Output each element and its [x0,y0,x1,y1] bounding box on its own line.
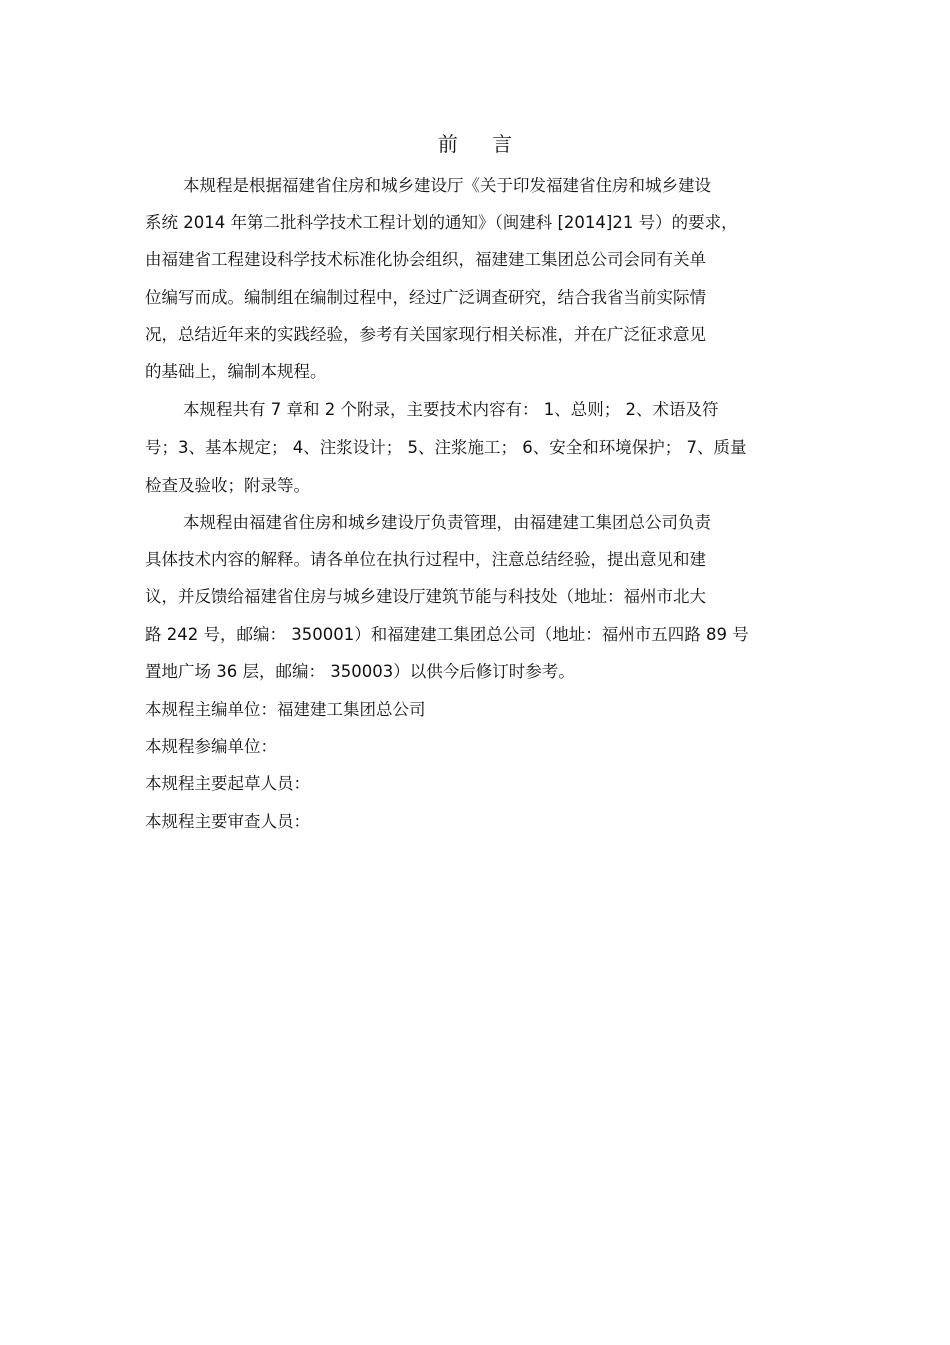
paragraph-line: 系统 2014 年第二批科学技术工程计划的通知》（闽建科 [2014]21 号）的要求， [145,213,738,232]
paragraph-line: 号；3、基本规定； 4、注浆设计； 5、注浆施工； 6、安全和环境保护； 7、质量 [145,438,747,457]
paragraph-line: 具体技术内容的解释。请各单位在执行过程中，注意总结经验，提出意见和建 [145,550,706,569]
paragraph-line: 路 242 号，邮编： 350001）和福建建工集团总公司（地址：福州市五四路 89 号 [145,625,749,644]
paragraph-line: 本规程共有 7 章和 2 个附录，主要技术内容有： 1、总则； 2、术语及符 [183,400,719,419]
paragraph-line: 况，总结近年来的实践经验，参考有关国家现行相关标准，并在广泛征求意见 [145,325,706,344]
chief-editor-line: 本规程主编单位：福建建工集团总公司 [145,700,426,719]
paragraph-line: 由福建省工程建设科学技术标准化协会组织，福建建工集团总公司会同有关单 [145,250,706,269]
page-title: 前 言 [437,132,527,156]
paragraph-line: 检查及验收；附录等。 [145,476,310,495]
paragraph-line: 位编写而成。编制组在编制过程中，经过广泛调查研究，结合我省当前实际情 [145,288,706,307]
paragraph-line: 的基础上，编制本规程。 [145,362,327,381]
reviewers-line: 本规程主要审查人员： [145,812,310,831]
paragraph-line: 置地广场 36 层，邮编： 350003）以供今后修订时参考。 [145,662,575,681]
paragraph-line: 本规程是根据福建省住房和城乡建设厅《关于印发福建省住房和城乡建设 [183,176,711,195]
drafters-line: 本规程主要起草人员： [145,774,310,793]
paragraph-line: 本规程由福建省住房和城乡建设厅负责管理，由福建建工集团总公司负责 [183,513,711,532]
paragraph-line: 议，并反馈给福建省住房与城乡建设厅建筑节能与科技处（地址：福州市北大 [145,587,706,606]
co-editor-line: 本规程参编单位： [145,737,277,756]
